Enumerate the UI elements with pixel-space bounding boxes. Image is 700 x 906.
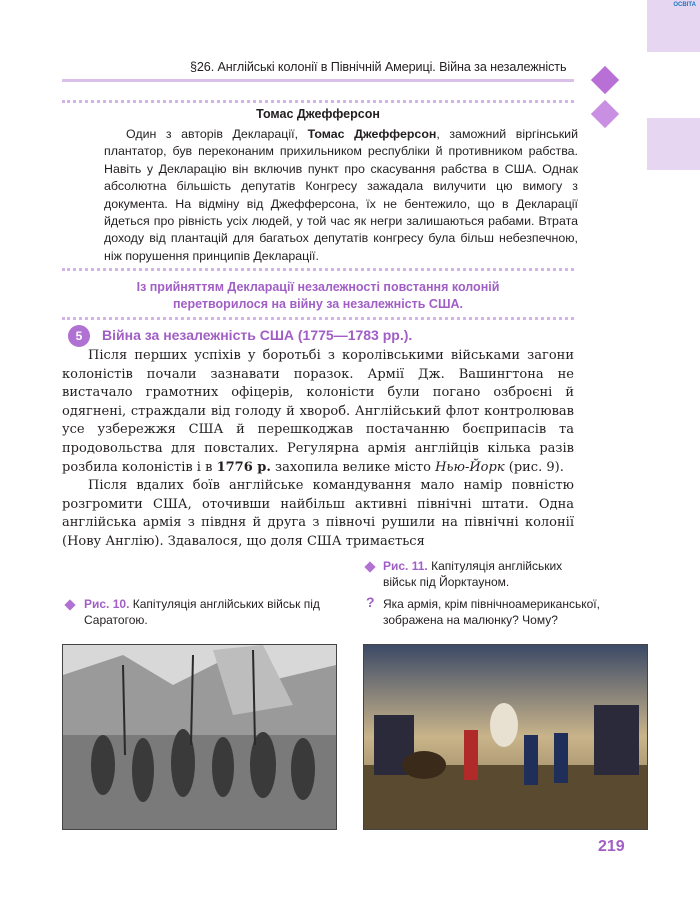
section-number: 5 — [68, 325, 90, 347]
section-title: Війна за незалежність США (1775—1783 рр.). — [102, 327, 413, 343]
yorktown-painting — [363, 644, 648, 830]
caption-bullet-icon — [364, 561, 375, 572]
document-marker-icon — [591, 100, 619, 128]
side-tab-middle — [647, 118, 700, 170]
paragraph-1: Після перших успіхів у боротьбі з королівськими військами загони колоністів почали зазнавати поразок. Армії Дж. Вашингтона не вистачало грамотних офіцерів, колоністи були погано озброєні й одягнені, страждали від голоду й хвороб. Англійський флот контролював усе узбережжя США й перешкоджав постачанню боєприпасів та продовольства для повсталих. Регулярна армія англійців кілька разів розбила колоністів і в 1776 р. захопила велике місто Нью-Йорк (рис. 9). — [62, 348, 574, 475]
running-header: §26. Англійські колонії в Північній Америці. Війна за незалежність — [190, 60, 567, 74]
diamond-marker-icon — [591, 66, 619, 94]
info-box-text: Один з авторів Декларації, Томас Джефферсон, заможний віргінський плантатор, був переконаним прихильником республіки й противником рабства. Навіть у Декларацію він включив пункт про скасування рабства в США. Однак абсолютна більшість депутатів Конгресу зажадала вилучити цю вимогу з документа. На відміну від Джефферсона, їх не бентежило, що в Декларації йдеться про рівність усіх людей, у той час як негри залишаються рабами. Втрата доходу від плантацій для багатьох депутатів конгресу була більш небезпечною, ніж порушення принципів Декларації. — [104, 127, 578, 263]
body-text — [62, 347, 574, 552]
question-text: Яка армія, крім північноамериканської, зображена на малюнку? Чому? — [383, 597, 600, 627]
figure-11-caption: Рис. 11. Капітуляція англійських військ під Йорктауном. — [383, 559, 563, 589]
highlight-statement: Із прийняттям Декларації незалежності повстання колоній перетворилося на війну за незалежність США. — [136, 280, 500, 311]
info-box-title: Томас Джефферсон — [256, 107, 380, 121]
figure-10-caption: Рис. 10. Капітуляція англійських військ під Саратогою. — [84, 597, 320, 627]
highlight-divider — [62, 317, 574, 320]
page-number: 219 — [598, 838, 625, 855]
header-rule — [62, 79, 574, 82]
box-top-divider — [62, 100, 574, 103]
paragraph-2: Після вдалих боїв англійське командування мало намір повністю розгромити США, оточивши найбільш активні північні штати. Одна англійська армія з півдня й друга з півночі рушили на північні колонії (Нову Англію). Здавалося, що доля США тримається — [62, 478, 574, 549]
saratoga-engraving — [62, 644, 337, 830]
question-icon: ? — [366, 594, 375, 610]
caption-bullet-icon — [64, 599, 75, 610]
publisher-logo: ОСВІТА — [673, 2, 696, 8]
box-bottom-divider — [62, 268, 574, 271]
